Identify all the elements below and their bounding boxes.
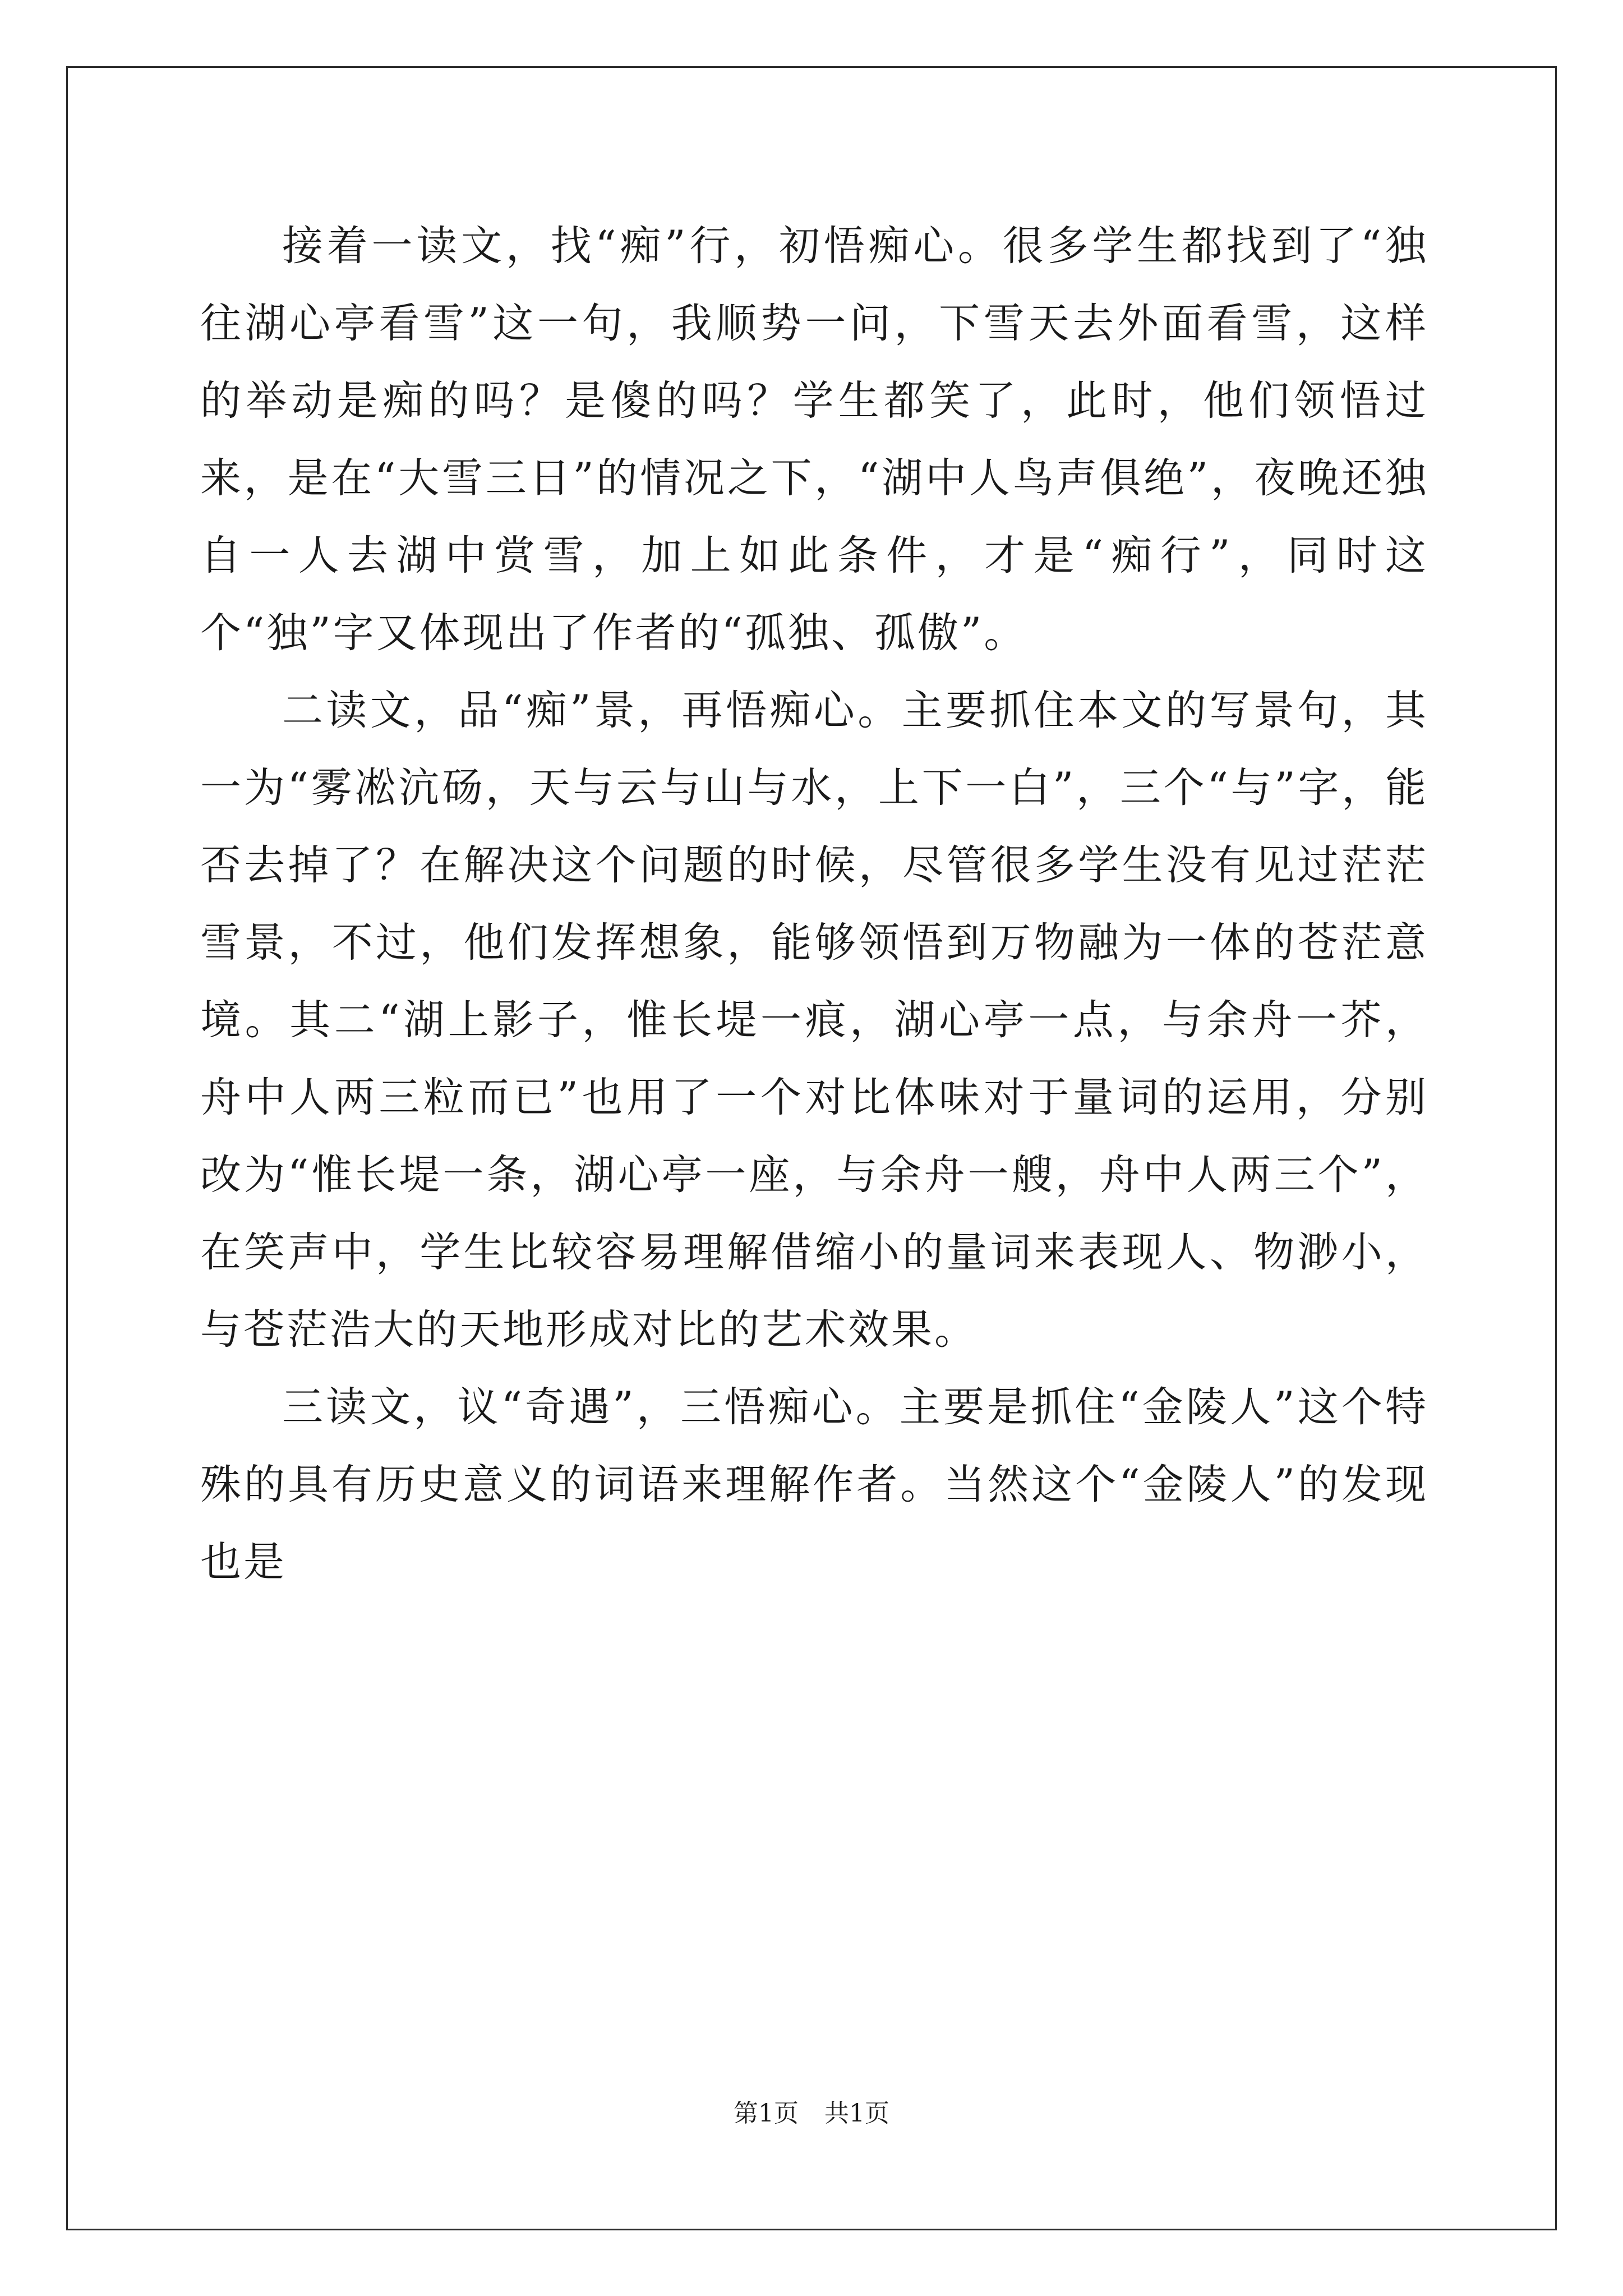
document-body <box>200 208 1428 1601</box>
page-number: 第1页 <box>734 2099 799 2128</box>
paragraph-2: 二读文，品“痴”景，再悟痴心。主要抓住本文的写景句，其一为“雾凇沆砀，天与云与山与水，上下一白”，三个“与”字，能否去掉了？在解决这个问题的时候，尽管很多学生没有见过茫茫雪景，不过，他们发挥想象，能够领悟到万物融为一体的苍茫意境。其二“湖上影子，惟长堤一痕，湖心亭一点，与余舟一芥，舟中人两三粒而已”也用了一个对比体味对于量词的运用，分别改为“惟长堤一条，湖心亭一座，与余舟一艘，舟中人两三个”，在笑声中，学生比较容易理解借缩小的量词来表现人、物渺小，与苍茫浩大的天地形成对比的艺术效果。 <box>200 687 1428 1354</box>
paragraph-1: 接着一读文，找“痴”行，初悟痴心。很多学生都找到了“独往湖心亭看雪”这一句，我顺势一问，下雪天去外面看雪，这样的举动是痴的吗？是傻的吗？学生都笑了，此时，他们领悟过来，是在“大雪三日”的情况之下，“湖中人鸟声俱绝”，夜晚还独自一人去湖中赏雪，加上如此条件，才是“痴行”，同时这个“独”字又体现出了作者的“孤独、孤傲”。 <box>200 222 1428 657</box>
paragraph-3: 三读文，议“奇遇”，三悟痴心。主要是抓住“金陵人”这个特殊的具有历史意义的词语来理解作者。当然这个“金陵人”的发现也是 <box>200 1383 1428 1586</box>
page-total: 共1页 <box>824 2099 889 2128</box>
page-footer <box>0 2097 1623 2131</box>
